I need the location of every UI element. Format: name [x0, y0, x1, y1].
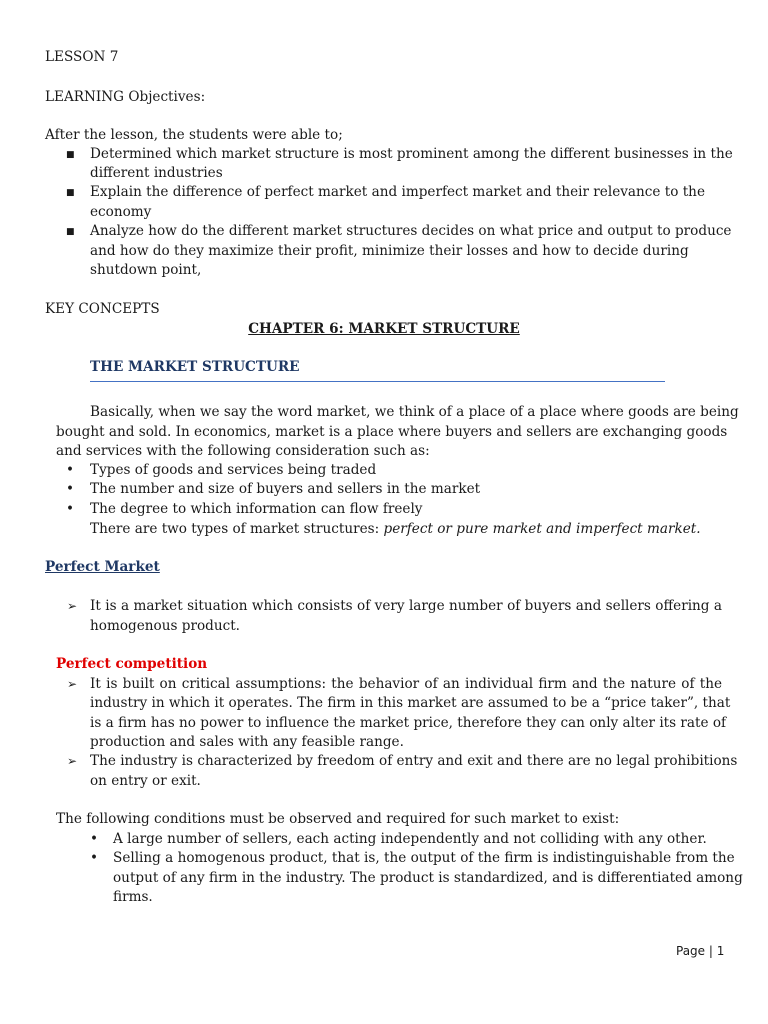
- round-bullet-icon: •: [66, 462, 75, 478]
- desc-line: homogenous product.: [90, 617, 240, 634]
- point-line: industry in which it operates. The firm in this market are assumed to be a “price taker”, that: [90, 695, 731, 712]
- objective-line: Explain the difference of perfect market and imperfect market and their relevance to the: [90, 184, 705, 200]
- perfect-competition-heading: Perfect competition: [56, 656, 208, 672]
- arrow-bullet-icon: ➢: [67, 599, 78, 613]
- two-types-italic: perfect or pure market and imperfect market.: [383, 521, 701, 537]
- competition-point: [90, 752, 738, 791]
- section-title: THE MARKET STRUCTURE: [90, 359, 300, 375]
- after-lesson-text: After the lesson, the students were able to;: [45, 127, 343, 143]
- objective-line: Analyze how do the different market structures decides on what price and output to produce: [90, 223, 732, 239]
- objective-line: Determined which market structure is most prominent among the different businesses in the: [90, 146, 733, 162]
- condition-line: output of any firm in the industry. The product is standardized, and is differentiated among: [113, 869, 743, 886]
- point-line: production and sales with any feasible range.: [90, 733, 404, 750]
- consideration-item: The degree to which information can flow freely: [90, 501, 423, 517]
- point-line: on entry or exit.: [90, 772, 201, 789]
- intro-line: Basically, when we say the word market, we think of a place of a place where goods are being: [90, 404, 739, 420]
- page-number: Page | 1: [676, 944, 725, 958]
- intro-paragraph: [56, 403, 739, 462]
- condition-item: A large number of sellers, each acting independently and not colliding with any other.: [113, 831, 707, 847]
- round-bullet-icon: •: [66, 481, 75, 497]
- two-types-text: [90, 520, 701, 539]
- square-bullet-icon: ■: [66, 150, 75, 160]
- perfect-market-heading: Perfect Market: [45, 559, 160, 575]
- objective-line: and how do they maximize their profit, minimize their losses and how to decide during: [90, 243, 689, 259]
- conditions-intro: The following conditions must be observed and required for such market to exist:: [56, 811, 620, 827]
- condition-line: firms.: [113, 889, 153, 905]
- objective-line: shutdown point,: [90, 262, 202, 278]
- consideration-item: The number and size of buyers and sellers in the market: [90, 481, 481, 497]
- learning-objectives-label: LEARNING Objectives:: [45, 89, 206, 105]
- arrow-bullet-icon: ➢: [67, 754, 78, 768]
- chapter-title: CHAPTER 6: MARKET STRUCTURE: [248, 321, 520, 337]
- desc-line: It is a market situation which consists of very large number of buyers and sellers offering a: [90, 598, 722, 614]
- point-line: is a firm has no power to influence the market price, therefore they can only alter its rate of: [90, 714, 727, 731]
- round-bullet-icon: •: [66, 501, 75, 517]
- square-bullet-icon: ■: [66, 188, 75, 198]
- objective-line: different industries: [90, 165, 223, 181]
- point-line: It is built on critical assumptions: the behavior of an individual firm and the nature of the: [90, 676, 722, 692]
- key-concepts-label: KEY CONCEPTS: [45, 301, 160, 317]
- round-bullet-icon: •: [90, 850, 99, 866]
- objective-line: economy: [90, 204, 152, 220]
- arrow-bullet-icon: ➢: [67, 677, 78, 691]
- consideration-item: Types of goods and services being traded: [90, 462, 377, 478]
- lesson-label: LESSON 7: [45, 49, 119, 65]
- square-bullet-icon: ■: [66, 227, 75, 237]
- section-rule: [90, 381, 665, 382]
- round-bullet-icon: •: [90, 831, 99, 847]
- point-line: The industry is characterized by freedom of entry and exit and there are no legal prohibitions: [90, 753, 738, 769]
- condition-line: Selling a homogenous product, that is, the output of the firm is indistinguishable from the: [113, 850, 735, 866]
- competition-point: [90, 675, 731, 752]
- intro-line: and services with the following consideration such as:: [56, 443, 430, 459]
- condition-item: [113, 849, 743, 908]
- intro-line: bought and sold. In economics, market is a place where buyers and sellers are exchanging goods: [56, 423, 728, 440]
- two-types-plain: There are two types of market structures:: [90, 521, 384, 537]
- perfect-market-desc: [90, 597, 722, 636]
